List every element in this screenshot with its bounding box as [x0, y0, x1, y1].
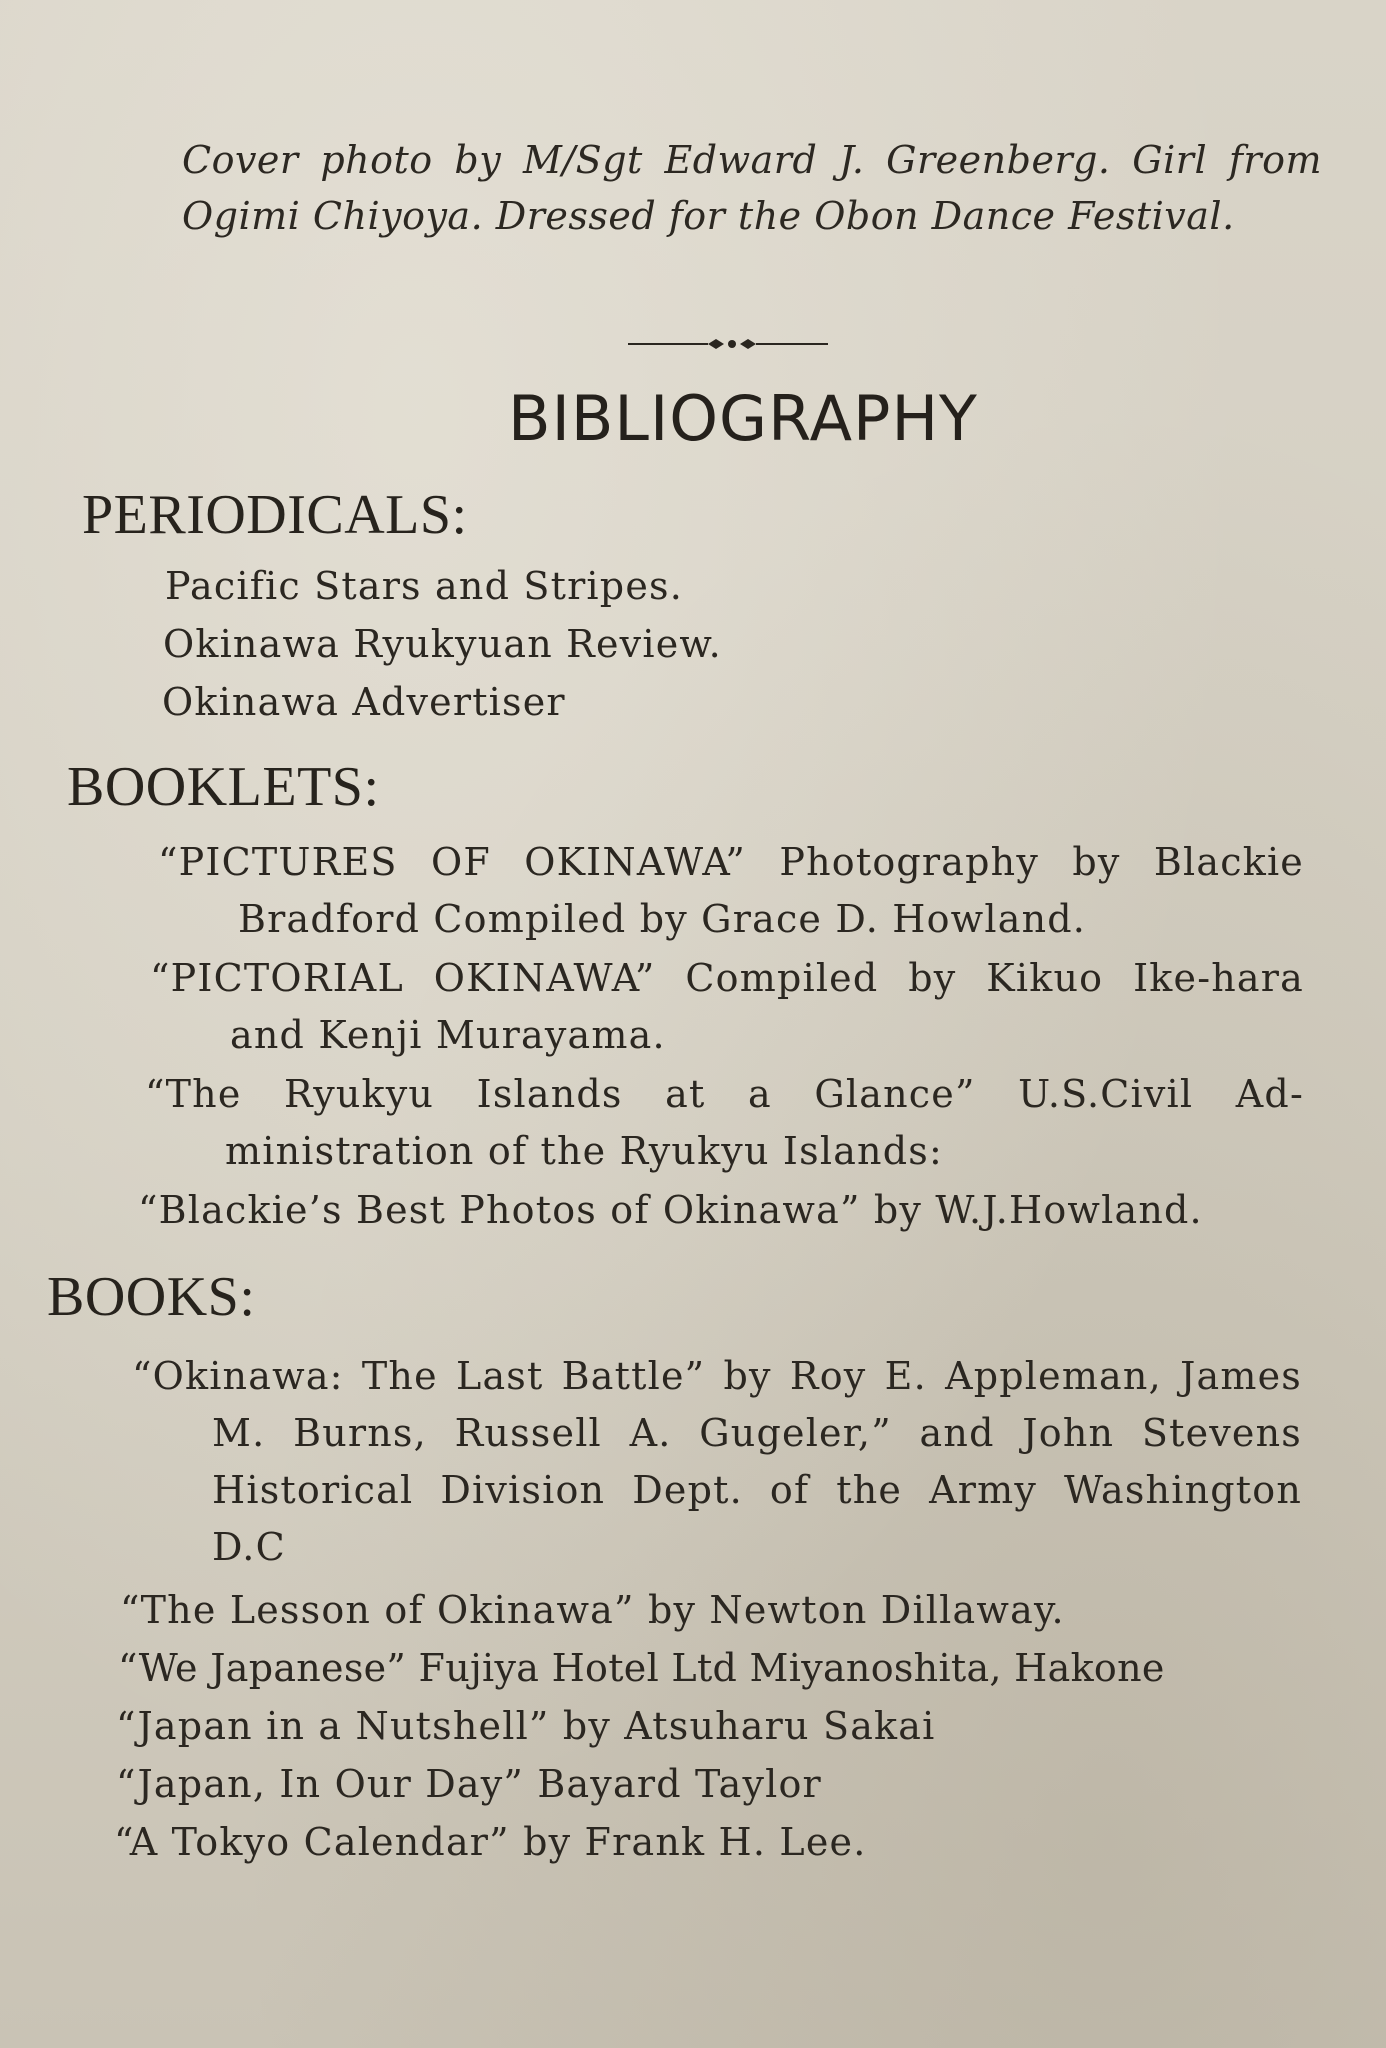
periodical-item: Pacific Stars and Stripes. — [165, 564, 683, 608]
booklet-item: “PICTURES OF OKINAWA” Photography by Blackie Bradford Compiled by Grace D. Howland. — [158, 840, 1304, 941]
ornament-divider-icon — [628, 336, 828, 352]
book-item: “Japan in a Nutshell” by Atsuharu Sakai — [116, 1704, 936, 1748]
book-item: “Okinawa: The Last Battle” by Roy E. Appleman, James M. Burns, Russell A. Gugeler,” and John Stevens Historical Division Dept. of the Army Washington D.C — [132, 1354, 1302, 1569]
cover-photo-caption: Cover photo by M/Sgt Edward J. Greenberg. Girl from Ogimi Chiyoya. Dressed for the Obon Dance Festival. — [182, 138, 1322, 238]
books-heading: BOOKS: — [47, 1266, 256, 1328]
book-item: “The Lesson of Okinawa” by Newton Dillaway. — [120, 1588, 1065, 1632]
booklet-item: “Blackie’s Best Photos of Okinawa” by W.J.Howland. — [138, 1188, 1203, 1232]
book-item: “Japan, In Our Day” Bayard Taylor — [116, 1762, 822, 1806]
periodical-item: Okinawa Advertiser — [162, 680, 566, 724]
periodical-item: Okinawa Ryukyuan Review. — [163, 622, 722, 666]
booklet-item: “PICTORIAL OKINAWA” Compiled by Kikuo Ike-hara and Kenji Murayama. — [150, 956, 1304, 1057]
book-item: “A Tokyo Calendar” by Frank H. Lee. — [114, 1820, 867, 1864]
booklet-item: “The Ryukyu Islands at a Glance” U.S.Civil Ad-ministration of the Ryukyu Islands: — [145, 1072, 1304, 1173]
periodicals-heading: PERIODICALS: — [82, 484, 468, 546]
book-item: “We Japanese” Fujiya Hotel Ltd Miyanoshita, Hakone — [118, 1646, 1165, 1690]
booklets-heading: BOOKLETS: — [67, 756, 380, 818]
bibliography-title: BIBLIOGRAPHY — [508, 382, 978, 455]
